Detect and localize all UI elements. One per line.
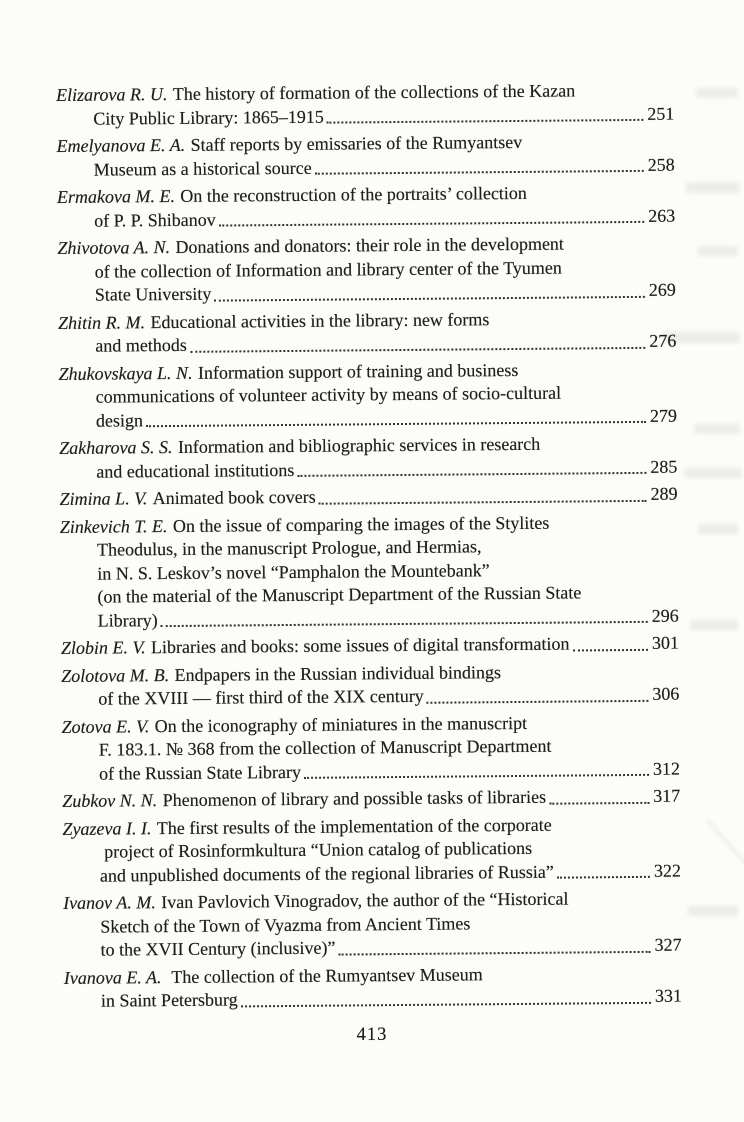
toc-entry-page-number: 251: [647, 103, 675, 124]
toc-entry-title-continuation: of the XVIII — first third of the XIX century: [98, 685, 424, 709]
toc-entry-author: Zakharova S. S.: [59, 436, 173, 458]
toc-entry-title: Staff reports by emissaries of the Rumyantsev: [190, 131, 523, 155]
toc-entry: [63, 887, 682, 963]
toc-entry-title-continuation: in N. S. Leskov’s novel “Pamphalon the Mountebank”: [97, 559, 490, 584]
toc-entry-title-continuation: of P. P. Shibanov: [94, 209, 216, 231]
table-of-contents: [56, 79, 682, 1018]
toc-entry-page-number: 296: [651, 605, 679, 626]
toc-entry-title-continuation: Sketch of the Town of Vyazma from Ancient Times: [100, 912, 471, 937]
toc-entry-author: Zolotova M. B.: [61, 664, 170, 686]
toc-line: [64, 985, 682, 1014]
toc-entry-title: Information and bibliographic services in research: [177, 433, 541, 457]
toc-entry-author: Zhukovskaya L. N.: [58, 362, 193, 384]
dotted-leader: [327, 119, 644, 124]
toc-entry: [56, 79, 674, 131]
toc-entry-page-number: 258: [647, 154, 675, 175]
toc-line: [61, 604, 679, 633]
dotted-leader: [190, 346, 646, 352]
toc-entry-title: Ivan Pavlovich Vinogradov, the author of the “Historical: [161, 888, 569, 913]
toc-line: [61, 632, 679, 661]
toc-entry-title-continuation: to the XVII Century (inclusive)”: [100, 937, 336, 960]
bleed-through-artifact: [688, 906, 738, 916]
toc-line: [60, 483, 678, 512]
dotted-leader: [219, 221, 644, 227]
toc-entry: [62, 785, 680, 814]
toc-entry-author: Zlobin E. V.: [60, 637, 146, 658]
toc-entry-title-continuation: F. 183.1. № 368 from the collection of Manuscript Department: [98, 735, 552, 760]
toc-entry-title-continuation: (on the material of the Manuscript Department of the Russian State: [97, 582, 582, 607]
dotted-leader: [315, 170, 644, 175]
toc-entry: [60, 510, 679, 633]
toc-entry-author: Zotova E. V.: [61, 715, 150, 737]
toc-entry-title: Donations and donators: their role in the development: [175, 233, 564, 257]
toc-entry-title-continuation: of the Russian State Library: [98, 761, 302, 784]
toc-entry-page-number: 322: [653, 860, 681, 881]
toc-entry-title-continuation: design: [95, 409, 144, 431]
toc-entry-title: On the issue of comparing the images of the Stylites: [172, 512, 550, 536]
toc-entry-title-continuation: communications of volunteer activity by means of socio-cultural: [95, 382, 562, 407]
toc-entry-title: Animated book covers: [152, 486, 316, 509]
toc-entry-title: The first results of the implementation of the corporate: [156, 814, 552, 838]
bleed-through-artifact: [694, 424, 740, 434]
toc-entry-author: Zyazeva I. I.: [62, 817, 152, 839]
toc-entry-page-number: 269: [648, 279, 676, 300]
toc-entry: [62, 710, 681, 786]
dotted-leader: [339, 950, 651, 955]
toc-entry-page-number: 306: [652, 683, 680, 704]
toc-entry-page-number: 327: [654, 934, 682, 955]
toc-entry-author: Zubkov N. N.: [62, 790, 158, 811]
toc-entry: [62, 812, 681, 888]
toc-line: [62, 785, 680, 814]
toc-line: [56, 102, 674, 131]
toc-entry-title-continuation: of the collection of Information and library center of the Tyumen: [94, 257, 562, 282]
toc-line: [58, 279, 676, 308]
scan-crease-artifact: [706, 819, 744, 878]
dotted-leader: [304, 774, 649, 779]
toc-entry-title-continuation: Theodulus, in the manuscript Prologue, and Hermias,: [96, 536, 482, 560]
toc-entry: [61, 659, 679, 711]
toc-entry: [60, 483, 678, 512]
dotted-leader: [161, 621, 648, 627]
dotted-leader: [214, 295, 645, 301]
toc-entry-page-number: 276: [649, 330, 677, 351]
toc-entry-title-continuation: and methods: [95, 334, 187, 356]
toc-entry-page-number: 289: [650, 483, 678, 504]
toc-entry-title-continuation: and unpublished documents of the regional libraries of Russia”: [99, 861, 554, 886]
toc-entry-author: Zhivotova A. N.: [57, 237, 171, 258]
toc-line: [57, 204, 675, 233]
toc-entry-page-number: 285: [650, 456, 678, 477]
toc-entry-page-number: 263: [648, 205, 676, 226]
toc-entry-title: On the reconstruction of the portraits’ collection: [180, 182, 527, 206]
toc-entry-title-continuation: City Public Library: 1865–1915: [93, 106, 324, 129]
toc-line: [62, 757, 680, 786]
dotted-leader: [241, 1001, 651, 1007]
toc-entry-title: Educational activities in the library: new forms: [150, 308, 490, 332]
dotted-leader: [572, 648, 648, 651]
toc-entry: [59, 432, 677, 484]
dotted-leader: [319, 499, 647, 504]
bleed-through-artifact: [684, 468, 742, 478]
toc-entry-page-number: 317: [653, 785, 681, 806]
toc-entry-title: Phenomenon of library and possible tasks of libraries: [162, 786, 547, 811]
toc-entry-title-continuation: State University: [94, 283, 212, 305]
toc-entry-page-number: 312: [652, 758, 681, 779]
toc-entry-author: Zinkevich T. E.: [59, 515, 168, 537]
toc-entry-title: Information support of training and business: [197, 359, 519, 383]
toc-line: [59, 455, 677, 484]
dotted-leader: [146, 421, 646, 427]
toc-entry-page-number: 279: [649, 405, 678, 426]
toc-entry-title-continuation: Museum as a historical source: [93, 157, 312, 180]
toc-entry-title: The history of formation of the collections of the Kazan: [172, 80, 576, 104]
toc-line: [63, 934, 681, 963]
toc-entry-author: Emelyanova E. A.: [56, 134, 186, 156]
toc-line: [61, 683, 679, 712]
toc-line: [58, 330, 676, 359]
toc-entry-title: The collection of the Rumyantsev Museum: [166, 963, 483, 987]
toc-entry-author: Zhitin R. M.: [57, 311, 146, 333]
toc-entry-author: Ivanova E. A.: [63, 966, 162, 988]
toc-entry: [64, 961, 682, 1013]
dotted-leader: [549, 801, 649, 804]
toc-entry-author: Ermakova M. E.: [56, 185, 176, 207]
toc-entry: [56, 130, 674, 182]
toc-entry: [61, 632, 679, 661]
dotted-leader: [297, 472, 646, 477]
page-number-footer: 413: [356, 1025, 388, 1045]
toc-entry-title-continuation: and educational institutions: [96, 459, 295, 482]
dotted-leader: [557, 876, 650, 879]
toc-entry-title: Libraries and books: some issues of digital transformation: [150, 633, 570, 658]
toc-entry-page-number: 331: [654, 985, 683, 1006]
toc-entry-title-continuation: project of Rosinformkultura “Union catalog of publications: [99, 837, 533, 862]
toc-entry: [58, 306, 676, 358]
toc-entry: [57, 232, 676, 308]
bleed-through-artifact: [698, 524, 738, 534]
toc-entry-title: On the iconography of miniatures in the manuscript: [154, 712, 528, 736]
toc-entry-title-continuation: Library): [97, 609, 158, 631]
toc-entry-author: Ivanov A. M.: [63, 892, 156, 913]
toc-entry: [57, 181, 675, 233]
toc-entry-page-number: 301: [651, 632, 679, 653]
toc-line: [63, 859, 681, 888]
toc-entry-author: Zimina L. V.: [59, 488, 148, 509]
toc-entry-title: Endpapers in the Russian individual bindings: [174, 661, 502, 685]
toc-entry: [58, 357, 677, 433]
bleed-through-artifact: [696, 88, 738, 98]
toc-entry-author: Elizarova R. U.: [56, 84, 168, 105]
bleed-through-artifact: [698, 246, 738, 256]
toc-entry-title-continuation: in Saint Petersburg: [100, 989, 238, 1011]
bleed-through-artifact: [690, 620, 738, 630]
dotted-leader: [427, 699, 649, 703]
bleed-through-artifact: [686, 182, 740, 193]
toc-line: [57, 153, 675, 182]
